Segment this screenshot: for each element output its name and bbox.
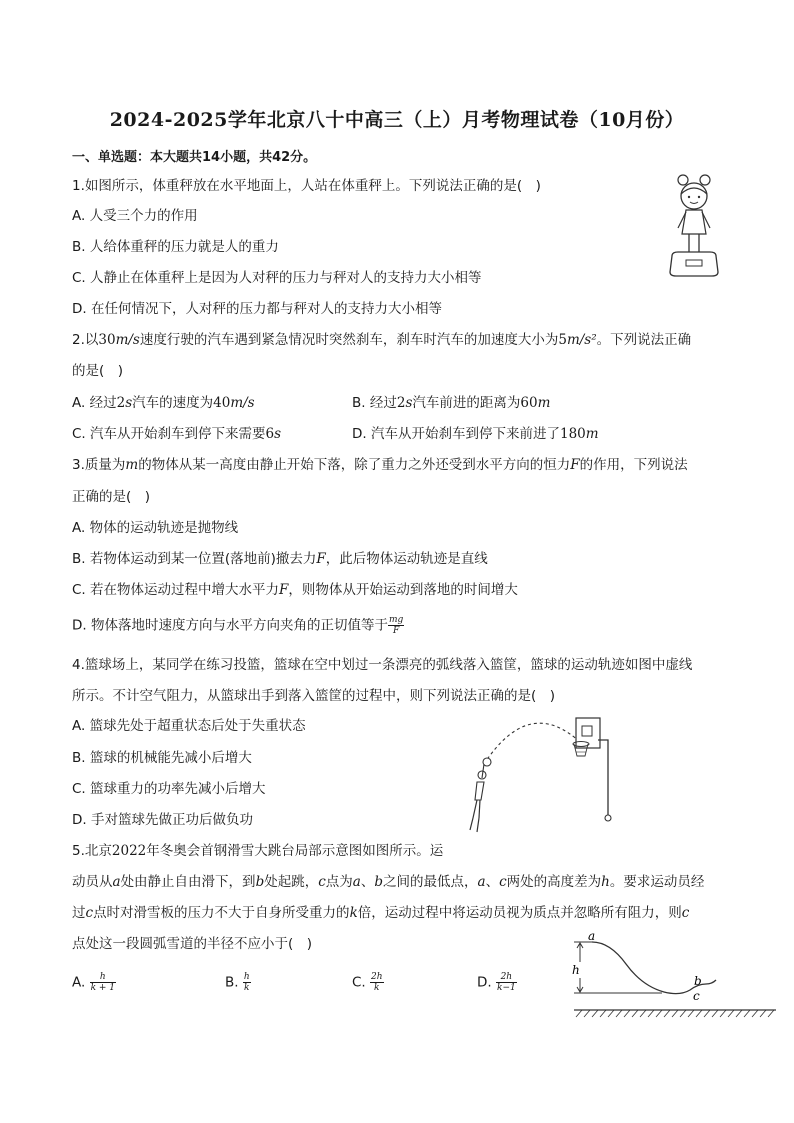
q2-text: 速度行驶的汽车遇到紧急情况时突然刹车，刹车时汽车的加速度大小为 (139, 332, 559, 348)
q1-option-a: A. 人受三个力的作用 (72, 208, 198, 224)
q3-d-fraction: $\frac{mg}{F}$ (388, 615, 404, 636)
q4-option-a: A. 篮球先处于超重状态后处于失重状态 (72, 718, 306, 734)
q3-option-d: D. 物体落地时速度方向与水平方向夹角的正切值等于 $\frac{mg}{F}$ (72, 615, 404, 636)
q2-option-a: A. 经过2s汽车的速度为40m/s (72, 395, 255, 411)
q4-option-d: D. 手对篮球先做正功后做负功 (72, 812, 253, 828)
q5-stem-line2: 动员从a处由静止自由滑下，到b处起跳，c点为a、b之间的最低点，a、c两处的高度差为h。要求运动员经 (72, 874, 705, 890)
q2-text: 。下列说法正确 (596, 332, 692, 348)
page-title: 2024-2025学年北京八十中高三（上）月考物理试卷（10月份） (109, 109, 685, 131)
q5-stem-line4: 点处这一段圆弧雪道的半径不应小于( ) (72, 936, 313, 952)
q4-stem-line1: 4.篮球场上，某同学在练习投篮，篮球在空中划过一条漂亮的弧线落入篮筐，篮球的运动轨迹如图中虚线 (72, 657, 693, 673)
figure-label-a: a (588, 929, 596, 943)
q4-option-b: B. 篮球的机械能先减小后增大 (72, 750, 252, 766)
q2-option-c: C. 汽车从开始刹车到停下来需要6s (72, 426, 282, 442)
q5-option-d: D. $\frac{2h}{k-1}$ (477, 972, 516, 993)
q2-accel-value: 5 (558, 332, 567, 348)
q1-option-c: C. 人静止在体重秤上是因为人对秤的压力与秤对人的支持力大小相等 (72, 270, 482, 286)
ski-jump-figure (566, 928, 782, 1020)
figure-label-h: h (572, 963, 580, 977)
q5-option-a: A. $\frac{h}{k + 1}$ (72, 972, 116, 993)
q1-option-b: B. 人给体重秤的压力就是人的重力 (72, 239, 279, 255)
basketball-shot-figure (460, 712, 630, 838)
q4-option-c: C. 篮球重力的功率先减小后增大 (72, 781, 266, 797)
q3-option-c: C. 若在物体运动过程中增大水平力F，则物体从开始运动到落地的时间增大 (72, 582, 518, 598)
q2-option-d: D. 汽车从开始刹车到停下来前进了180m (352, 426, 599, 442)
q5-stem-line3: 过c点时对滑雪板的压力不大于自身所受重力的k倍，运动过程中将运动员视为质点并忽略所有阻力，则c (72, 905, 690, 921)
q2-option-b: B. 经过2s汽车前进的距离为60m (352, 395, 551, 411)
q3-option-b: B. 若物体运动到某一位置(落地前)撤去力F，此后物体运动轨迹是直线 (72, 551, 488, 567)
q1-stem: 1.如图所示，体重秤放在水平地面上，人站在体重秤上。下列说法正确的是( ) (72, 178, 541, 194)
q2-text: 2.以 (72, 332, 99, 348)
q2-speed-unit: m/s (115, 332, 140, 348)
q5-stem-line1: 5.北京2022年冬奥会首钢滑雪大跳台局部示意图如图所示。运 (72, 843, 444, 859)
q2-stem-line1 (72, 331, 691, 349)
q5-option-c: C. $\frac{2h}{k}$ (352, 972, 383, 993)
q2-stem-line2: 的是( ) (72, 363, 124, 379)
q3-stem-line1: 3.质量为m的物体从某一高度由静止开始下落，除了重力之外还受到水平方向的恒力F的作用，下列说法 (72, 457, 688, 473)
q3-option-a: A. 物体的运动轨迹是抛物线 (72, 520, 239, 536)
section-heading: 一、单选题：本大题共14小题，共42分。 (72, 150, 317, 165)
figure-label-b: b (694, 974, 702, 988)
q1-option-d: D. 在任何情况下，人对秤的压力都与秤对人的支持力大小相等 (72, 301, 442, 317)
q2-speed-value: 30 (98, 332, 116, 348)
q4-stem-line2: 所示。不计空气阻力，从篮球出手到落入篮筐的过程中，则下列说法正确的是( ) (72, 688, 556, 704)
girl-on-scale-figure (664, 172, 724, 282)
q5-option-b: B. $\frac{h}{k}$ (225, 972, 250, 993)
figure-label-c: c (693, 989, 700, 1003)
q3-stem-line2: 正确的是( ) (72, 489, 151, 505)
q2-accel-unit: m/s² (566, 332, 597, 348)
